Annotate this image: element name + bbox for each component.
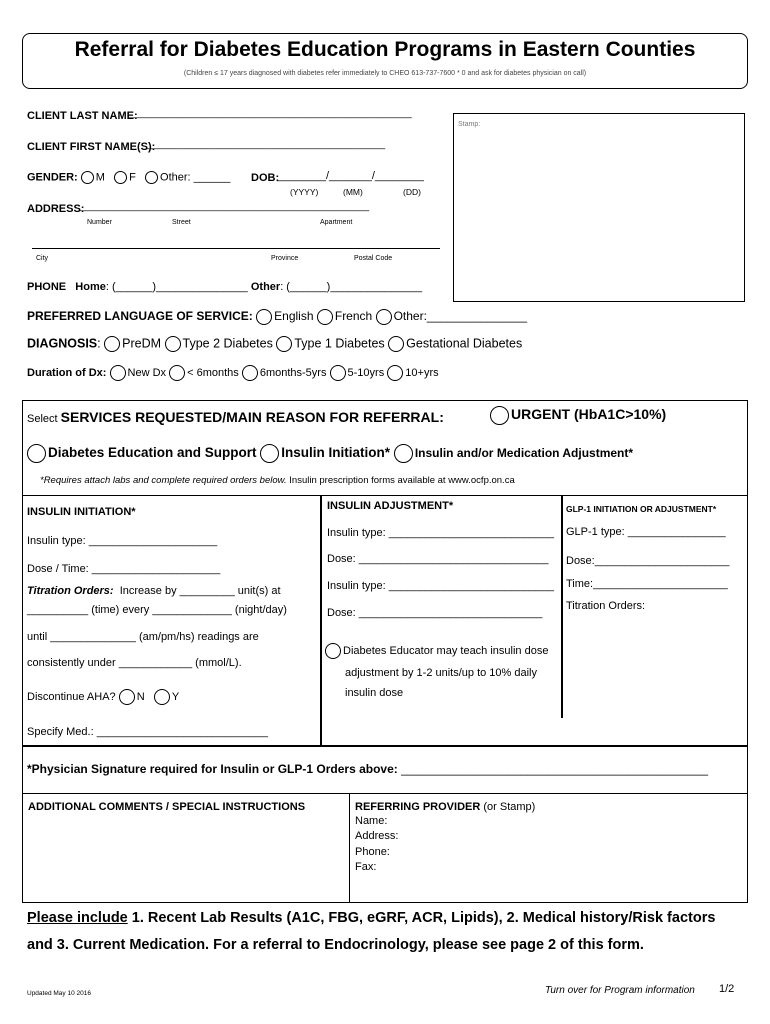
french-radio[interactable]: [317, 309, 333, 325]
client-first-name-field[interactable]: ___________________________________________: [146, 139, 386, 150]
initiation-type-field[interactable]: Insulin type: _____________________: [27, 535, 218, 547]
orders-hline: [22, 718, 320, 719]
client-last-name-label: CLIENT LAST NAME:: [27, 110, 138, 122]
five-to-10-radio[interactable]: [330, 365, 346, 381]
duration-row: [27, 365, 439, 381]
lt6-radio[interactable]: [169, 365, 185, 381]
type1-radio[interactable]: [276, 336, 292, 352]
new-dx-radio[interactable]: [110, 365, 126, 381]
language-other-radio[interactable]: [376, 309, 392, 325]
updated-date: Updated May 10 2016: [27, 990, 91, 997]
dob-mm-label: (MM): [343, 187, 363, 197]
please-include-text-1: 1. Recent Lab Results (A1C, FBG, eGRF, ACR, Lipids), 2. Medical history/Risk factors: [127, 910, 716, 926]
diagnosis-row: [27, 336, 522, 352]
dob-dd-label: (DD): [403, 187, 421, 197]
adjustment-label: Insulin and/or Medication Adjustment*: [414, 446, 634, 461]
adjustment-dose-1-field[interactable]: Dose: _______________________________: [327, 553, 549, 565]
provider-stamp: (or Stamp): [483, 801, 536, 813]
gender-row: [27, 171, 230, 184]
consistently-field[interactable]: consistently under ____________ (mmol/L).: [27, 657, 242, 669]
educator-option: [325, 643, 548, 659]
services-title-row: [27, 409, 444, 425]
glp1-titration-label: Titration Orders:: [566, 600, 646, 612]
english-radio[interactable]: [256, 309, 272, 325]
address-number-label: Number: [87, 219, 112, 226]
duration-label: Duration of Dx:: [27, 366, 107, 379]
form-subtitle: (Children ≤ 17 years diagnosed with diabetes refer immediately to CHEO 613-737-7600 * 0 and ask for diabetes physician on call): [183, 70, 587, 77]
dob-field[interactable]: ________/_______/________: [277, 170, 424, 182]
services-title: SERVICES REQUESTED/MAIN REASON FOR REFERRAL:: [60, 409, 444, 425]
provider-fax-label: Fax:: [355, 861, 377, 873]
glp1-type-field[interactable]: GLP-1 type: ________________: [566, 526, 726, 538]
language-label: PREFERRED LANGUAGE OF SERVICE:: [27, 309, 253, 324]
gender-m-radio[interactable]: [81, 171, 94, 184]
adjustment-type-2-field[interactable]: Insulin type: ___________________________: [327, 580, 554, 592]
discontinue-y-label: Y: [171, 690, 180, 703]
provider-address-label: Address:: [355, 830, 399, 842]
glp1-dose-field[interactable]: Dose:______________________: [566, 555, 730, 567]
gestational-radio[interactable]: [388, 336, 404, 352]
glp1-time-field[interactable]: Time:______________________: [566, 578, 728, 590]
urgent-label: URGENT (HbA1C>10%): [511, 406, 667, 423]
gender-label: GENDER:: [27, 171, 78, 184]
education-radio[interactable]: [27, 444, 46, 463]
initiation-dose-field[interactable]: Dose / Time: _____________________: [27, 563, 221, 575]
adjustment-radio[interactable]: [394, 444, 413, 463]
gender-f-label: F: [129, 171, 136, 184]
adjustment-type-1-field[interactable]: Insulin type: ___________________________: [327, 527, 554, 539]
dob-yyyy-label: (YYYY): [290, 187, 319, 197]
orders-divider-1: [320, 495, 322, 746]
educator-text-2: adjustment by 1-2 units/up to 10% daily: [345, 667, 538, 679]
adjustment-dose-2-field[interactable]: Dose: ______________________________: [327, 607, 543, 619]
discontinue-label: Discontinue AHA?: [27, 690, 116, 703]
page-number: 1/2: [719, 983, 735, 995]
language-other-field[interactable]: Other:_______________: [393, 309, 528, 324]
city-label: City: [36, 255, 49, 262]
diagnosis-label: DIAGNOSIS: [27, 336, 98, 351]
services-note-plain: Insulin prescription forms available at www.ocfp.on.ca: [289, 475, 515, 486]
titration-field-2[interactable]: __________ (time) every _____________ (night/day): [27, 604, 287, 616]
type2-radio[interactable]: [165, 336, 181, 352]
select-label: Select: [27, 413, 58, 425]
home-phone-field[interactable]: : (______)_______________: [105, 281, 248, 293]
address-apartment-label: Apartment: [320, 219, 353, 226]
signature-field[interactable]: ______________________________________________: [401, 762, 709, 776]
diagnosis-colon: :: [97, 336, 101, 351]
type2-label: Type 2 Diabetes: [182, 336, 273, 351]
until-field[interactable]: until ______________ (am/pm/hs) readings are: [27, 631, 259, 643]
phone-row: [27, 281, 422, 293]
signature-label: *Physician Signature required for Insulin or GLP-1 Orders above:: [27, 762, 398, 776]
language-row: [27, 309, 527, 325]
new-dx-label: New Dx: [127, 366, 167, 379]
dob-label: DOB:: [251, 172, 280, 184]
type1-label: Type 1 Diabetes: [294, 336, 385, 351]
ten-plus-label: 10+yrs: [405, 366, 439, 379]
insulin-initiation-label: Insulin Initiation*: [281, 445, 391, 461]
provider-phone-label: Phone:: [355, 846, 390, 858]
provider-heading: REFERRING PROVIDER: [355, 801, 481, 813]
other-phone-field[interactable]: : (______)_______________: [280, 281, 423, 293]
six-to-5-label: 6months-5yrs: [259, 366, 327, 379]
french-label: French: [334, 309, 373, 324]
prediabetes-radio[interactable]: [104, 336, 120, 352]
specify-med-field[interactable]: Specify Med.: ____________________________: [27, 726, 268, 738]
insulin-adjustment-heading: INSULIN ADJUSTMENT*: [327, 500, 454, 512]
five-to-10-label: 5-10yrs: [347, 366, 385, 379]
discontinue-y-radio[interactable]: [154, 689, 170, 705]
comments-heading: ADDITIONAL COMMENTS / SPECIAL INSTRUCTIONS: [28, 801, 306, 813]
provider-heading-row: [355, 801, 535, 813]
six-to-5-radio[interactable]: [242, 365, 258, 381]
titration-label: Titration Orders:: [27, 585, 114, 597]
gender-f-radio[interactable]: [114, 171, 127, 184]
titration-field[interactable]: Increase by _________ unit(s) at: [119, 585, 281, 597]
other-phone-label: Other: [250, 281, 281, 293]
province-label: Province: [271, 255, 299, 262]
educator-text-3: insulin dose: [345, 687, 404, 699]
discontinue-n-radio[interactable]: [119, 689, 135, 705]
educator-radio[interactable]: [325, 643, 341, 659]
services-options-row: [27, 444, 633, 463]
city-line[interactable]: [32, 248, 440, 249]
address-field[interactable]: ____________________________________________________: [80, 201, 370, 212]
provider-name-label: Name:: [355, 815, 388, 827]
discontinue-row: [27, 689, 179, 705]
address-label: ADDRESS:: [27, 203, 85, 215]
turn-over-note: Turn over for Program information: [545, 985, 695, 996]
please-include-line-1: [27, 910, 715, 926]
postal-code-label: Postal Code: [354, 255, 393, 262]
please-include-label: Please include: [27, 910, 128, 926]
client-first-name-label: CLIENT FIRST NAME(S):: [27, 141, 156, 153]
educator-text-1: Diabetes Educator may teach insulin dose: [343, 644, 549, 657]
gestational-label: Gestational Diabetes: [406, 336, 523, 351]
insulin-initiation-radio[interactable]: [260, 444, 279, 463]
signature-row: [27, 762, 708, 776]
client-last-name-field[interactable]: ___________________________________________________: [128, 108, 412, 119]
ten-plus-radio[interactable]: [387, 365, 403, 381]
gender-m-label: M: [95, 171, 105, 184]
insulin-initiation-heading: INSULIN INITIATION*: [27, 506, 136, 518]
orders-divider-2: [561, 495, 563, 718]
urgent-radio[interactable]: [490, 406, 509, 425]
prediabetes-label: PreDM: [122, 336, 162, 351]
urgent-option: [490, 406, 666, 425]
discontinue-n-label: N: [136, 690, 145, 703]
home-label: Home: [75, 281, 106, 293]
gender-other-field[interactable]: Other: ______: [160, 171, 231, 184]
glp1-heading: GLP-1 INITIATION OR ADJUSTMENT*: [566, 504, 717, 514]
stamp-box[interactable]: [453, 113, 745, 302]
please-include-line-2: and 3. Current Medication. For a referral to Endocrinology, please see page 2 of this form.: [27, 937, 644, 953]
gender-other-radio[interactable]: [145, 171, 158, 184]
form-title: Referral for Diabetes Education Programs in Eastern Counties: [74, 38, 696, 61]
education-label: Diabetes Education and Support: [48, 445, 257, 461]
english-label: English: [274, 309, 314, 324]
services-note-italic: *Requires attach labs and complete required orders below.: [40, 475, 287, 486]
phone-label: PHONE: [27, 281, 67, 293]
address-street-label: Street: [172, 219, 191, 226]
lt6-label: < 6months: [187, 366, 239, 379]
services-note: [40, 475, 515, 486]
stamp-label: Stamp:: [458, 121, 481, 128]
titration-row: [27, 585, 281, 597]
